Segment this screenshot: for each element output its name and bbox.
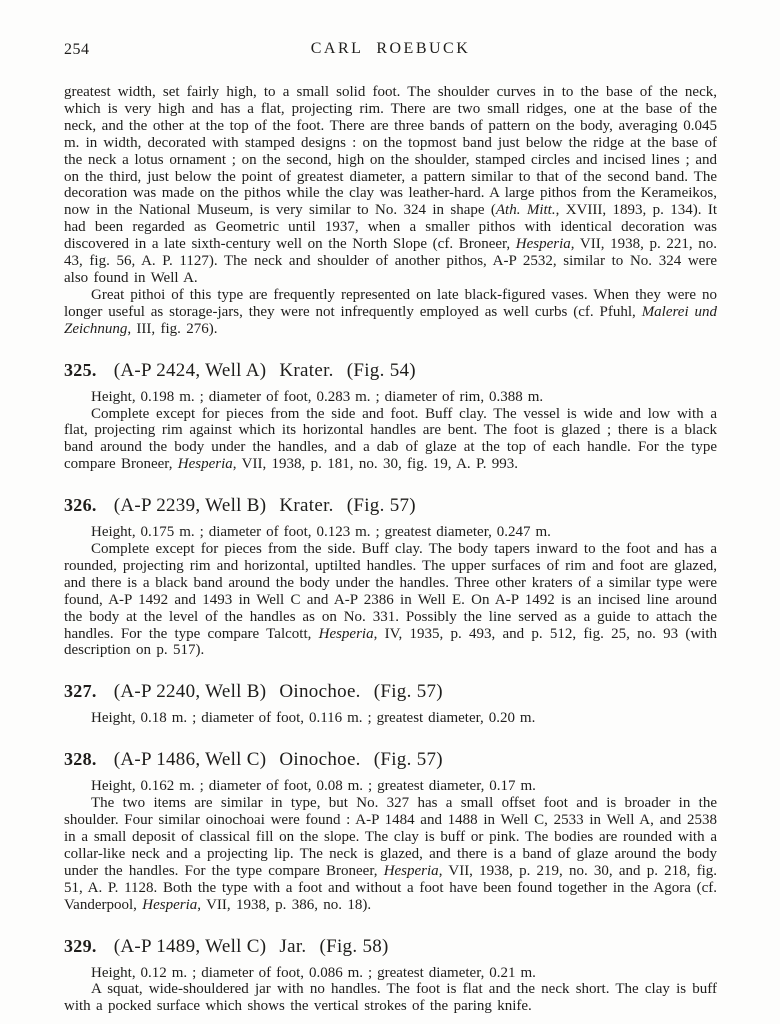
entry-figure-ref: (Fig. 54) <box>346 359 416 381</box>
text-segment: Complete except for pieces from the side. Buff clay. The body tapers inward to the foot and has a rounded, projecting rim and horizontal, uptilted handles. The upper surfaces of rim and foot are glazed, and there is a black band around the body under the handles. Three other kraters of a similar type were found, A-P 1492 and 1493 in Well C and A-P 2386 in Well E. On A-P 1492 is an incised line around the body at the level of the handles as on No. 331. Possibly the line served as a guide to attach the handles. For the type compare Talcott, <box>64 541 717 642</box>
text-segment: Height, 0.175 m. ; diameter of foot, 0.123 m. ; greatest diameter, 0.247 m. <box>91 524 551 541</box>
paragraph <box>64 287 717 338</box>
measurement-line <box>64 965 717 982</box>
entry-figure-ref: (Fig. 57) <box>346 495 416 517</box>
paragraph <box>64 406 717 474</box>
text-segment: , IV, 1935, p. 493, and p. 512, fig. 25, no. 93 (with description on p. 517). <box>64 625 717 659</box>
entry-figure-ref: (Fig. 58) <box>319 935 389 957</box>
entry-title: Krater. <box>279 359 334 381</box>
entry-number: 327. <box>64 681 97 702</box>
entry-inventory-id: (A-P 2239, Well B) <box>113 495 267 517</box>
entry-number: 329. <box>64 935 97 956</box>
paragraph <box>64 981 717 1015</box>
text-segment: A squat, wide-shouldered jar with no handles. The foot is flat and the neck short. The clay is buff with a pocked surface which shows the vertical strokes of the paring knife. <box>64 981 717 1015</box>
entry-heading <box>64 680 717 703</box>
entry-title: Jar. <box>279 935 307 957</box>
entry-heading <box>64 359 717 382</box>
text-segment: , XVIII, 1893, p. 134). It had been regarded as Geometric until 1937, when a smaller pithos with identical decoration was discovered in a late sixth-century well on the North Slope (cf. Broneer, <box>64 202 717 253</box>
text-segment: Height, 0.12 m. ; diameter of foot, 0.086 m. ; greatest diameter, 0.21 m. <box>91 964 536 981</box>
citation-italic: Malerei und Zeichnung <box>64 303 718 337</box>
text-segment: Height, 0.18 m. ; diameter of foot, 0.116 m. ; greatest diameter, 0.20 m. <box>91 710 536 727</box>
entry-heading <box>64 935 717 958</box>
measurement-line <box>64 778 717 795</box>
entry-inventory-id: (A-P 2424, Well A) <box>113 359 267 381</box>
measurement-line <box>64 710 717 727</box>
measurement-line <box>64 524 717 541</box>
text-segment: , VII, 1938, p. 219, no. 30, and p. 218, fig. 51, A. P. 1128. Both the type with a foot and without a foot have been found together in the Agora (cf. Vanderpool, <box>64 862 717 913</box>
entry-heading <box>64 748 717 771</box>
entry-inventory-id: (A-P 1489, Well C) <box>113 935 267 957</box>
running-head-title: CARL ROEBUCK <box>310 40 471 57</box>
paragraph <box>64 541 717 659</box>
page-number: 254 <box>64 41 90 58</box>
text-segment: , VII, 1938, p. 386, no. 18). <box>197 896 372 913</box>
text-segment: greatest width, set fairly high, to a small solid foot. The shoulder curves in to the base of the neck, which is very high and has a flat, projecting rim. There are two small ridges, one at the base of the neck, and the other at the top of the foot. There are three bands of pattern on the body, averaging 0.045 m. in width, decorated with stamped designs : on the topmost band just below the ridge at the base of the neck a lotus ornament ; on the second, high on the shoulder, stamped circles and incised lines ; and on the third, just below the point of greatest diameter, a pattern similar to that of the second band. The decoration was made on the pithos while the clay was leather-hard. A large pithos from the Kerameikos, now in the National Museum, is very similar to No. 324 in shape ( <box>64 84 717 219</box>
entry-title: Oinochoe. <box>279 681 361 703</box>
paragraph <box>64 795 717 913</box>
text-segment: Complete except for pieces from the side and foot. Buff clay. The vessel is wide and low with a flat, projecting rim against which its horizontal handles are bent. The foot is glazed ; there is a black band around the body under the handles, and a dab of glaze at the top of each handle. For the type compare Broneer, <box>64 405 717 473</box>
text-segment: , VII, 1938, p. 221, no. 43, fig. 56, A. P. 1127). The neck and shoulder of another pithos, A-P 2532, similar to No. 324 were also found in Well A. <box>64 236 717 286</box>
citation-italic: Hesperia <box>177 456 233 473</box>
text-segment: The two items are similar in type, but No. 327 has a small offset foot and is broader in the shoulder. Four similar oinochoai were found : A-P 1484 and 1488 in Well C, 2533 in Well A, and 2538 in a small deposit of classical fill on the slope. The clay is buff or pink. The bodies are rounded with a collar-like neck and a projecting lip. The neck is glazed, and there is a band of glaze around the body under the handles. For the type compare Broneer, <box>64 795 717 879</box>
entry-figure-ref: (Fig. 57) <box>373 749 443 771</box>
entry-number: 325. <box>64 359 97 380</box>
entry-inventory-id: (A-P 2240, Well B) <box>113 681 267 703</box>
entry-inventory-id: (A-P 1486, Well C) <box>113 749 267 771</box>
entry-figure-ref: (Fig. 57) <box>373 681 443 703</box>
measurement-line <box>64 389 717 406</box>
entry-number: 328. <box>64 749 97 770</box>
entry-title: Krater. <box>279 495 334 517</box>
citation-italic: Hesperia <box>318 625 374 642</box>
text-segment: Height, 0.198 m. ; diameter of foot, 0.283 m. ; diameter of rim, 0.388 m. <box>91 388 544 405</box>
text-segment: Height, 0.162 m. ; diameter of foot, 0.08 m. ; greatest diameter, 0.17 m. <box>91 778 536 795</box>
entry-heading <box>64 494 717 517</box>
running-header <box>64 40 717 60</box>
text-segment: , VII, 1938, p. 181, no. 30, fig. 19, A. P. 993. <box>232 456 519 473</box>
page-body <box>64 84 717 1015</box>
text-segment: Great pithoi of this type are frequently represented on late black-figured vases. When they were no longer useful as storage-jars, they were not infrequently employed as well curbs (cf. Pfuhl, <box>64 286 717 320</box>
entry-number: 326. <box>64 495 97 516</box>
paragraph <box>64 84 717 287</box>
citation-italic: Hesperia <box>142 896 198 913</box>
citation-italic: Hesperia <box>515 236 571 253</box>
citation-italic: Hesperia <box>383 862 439 879</box>
entry-title: Oinochoe. <box>279 749 361 771</box>
citation-italic: Ath. Mitt. <box>495 202 556 219</box>
text-segment: , III, fig. 276). <box>127 320 218 337</box>
